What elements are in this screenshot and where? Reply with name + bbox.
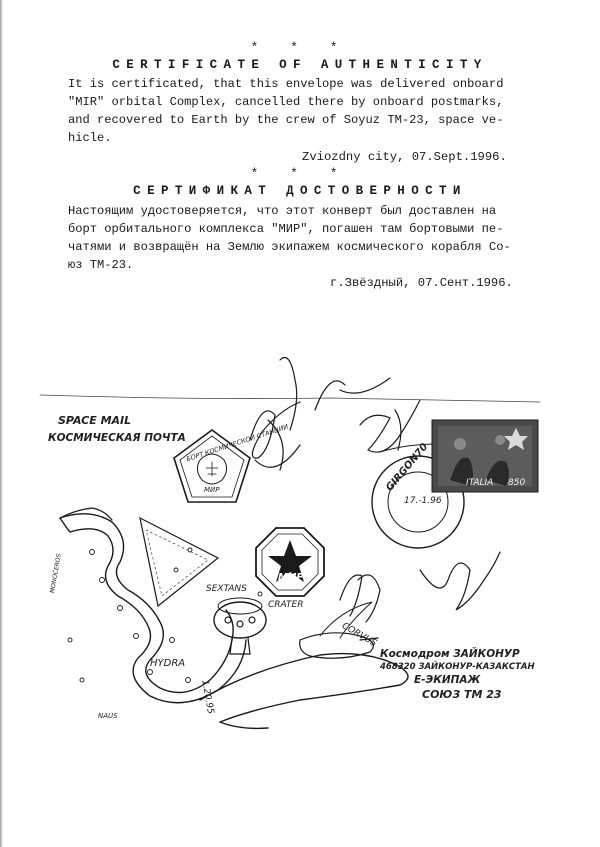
corvus-bird bbox=[300, 602, 378, 658]
russian-body bbox=[68, 202, 528, 274]
label-crater: CRATER bbox=[268, 600, 304, 610]
russian-line: борт орбитального комплекса "МИР", погашен там бортовыми пе- bbox=[68, 222, 504, 236]
russian-place-date: г.Звёздный, 07.Сент.1996. bbox=[330, 276, 513, 290]
address-line: СОЮЗ ТМ 23 bbox=[422, 688, 502, 701]
pentagon-stamp-bottom: МИР bbox=[204, 486, 220, 494]
label-monoceros: MONOCEROS bbox=[48, 553, 63, 594]
postmark-text: GIRGON70 bbox=[384, 441, 431, 494]
postmark-date: 17.-1.96 bbox=[404, 496, 442, 506]
address-line: 468320 ЗАЙКОНУР-КАЗАКСТАН bbox=[380, 662, 535, 672]
russian-line: Настоящим удостоверяется, что этот конверт был доставлен на bbox=[68, 204, 497, 218]
octagon-mir-stamp bbox=[256, 528, 324, 596]
signature-4 bbox=[340, 575, 380, 622]
english-line: "MIR" orbital Complex, cancelled there by onboard postmarks, bbox=[68, 95, 504, 109]
stamp-country: ITALIA bbox=[466, 478, 494, 488]
label-sextans: SEXTANS bbox=[206, 584, 247, 594]
address-block bbox=[380, 648, 535, 701]
signature-3 bbox=[360, 400, 420, 452]
english-body bbox=[68, 75, 528, 147]
pentagon-stamp-text: БОРТ КОСМИЧЕСКОЙ СТАНЦИИ bbox=[185, 422, 290, 464]
octagon-stamp-text: МИР bbox=[278, 572, 304, 583]
russian-line: чатями и возвращён на Землю экипажем космического корабля Со- bbox=[68, 240, 511, 254]
russian-title: СЕРТИФИКАТ ДОСТОВЕРНОСТИ bbox=[133, 184, 467, 198]
english-line: and recovered to Earth by the crew of Soyuz TM-23, space ve- bbox=[68, 113, 504, 127]
english-line: It is certificated, that this envelope was delivered onboard bbox=[68, 77, 504, 91]
label-naus: NAUS bbox=[98, 712, 118, 720]
stamp-value: 850 bbox=[508, 478, 526, 488]
space-mail-ru-label: КОСМИЧЕСКАЯ ПОЧТА bbox=[48, 432, 186, 444]
space-mail-label: SPACE MAIL bbox=[58, 414, 132, 427]
english-place-date: Zviozdny city, 07.Sept.1996. bbox=[302, 150, 507, 164]
stars-divider-middle: * * * bbox=[250, 166, 350, 181]
english-title: CERTIFICATE OF AUTHENTICITY bbox=[112, 58, 488, 72]
signature-2 bbox=[280, 358, 390, 431]
label-corvus: CORVUS bbox=[340, 621, 379, 649]
signature-5 bbox=[420, 552, 500, 610]
english-line: hicle. bbox=[68, 131, 112, 145]
crater-cup bbox=[214, 598, 266, 654]
russian-line: юз ТМ-23. bbox=[68, 258, 134, 272]
label-hydra: HYDRA bbox=[150, 658, 186, 669]
address-line: Космодром ЗАЙКОНУР bbox=[380, 648, 520, 660]
stars-divider-top: * * * bbox=[250, 40, 350, 55]
label-date: 1.20.95 bbox=[199, 679, 216, 715]
address-line: Е-ЭКИПАЖ bbox=[414, 674, 481, 686]
envelope-illustration bbox=[0, 340, 600, 760]
